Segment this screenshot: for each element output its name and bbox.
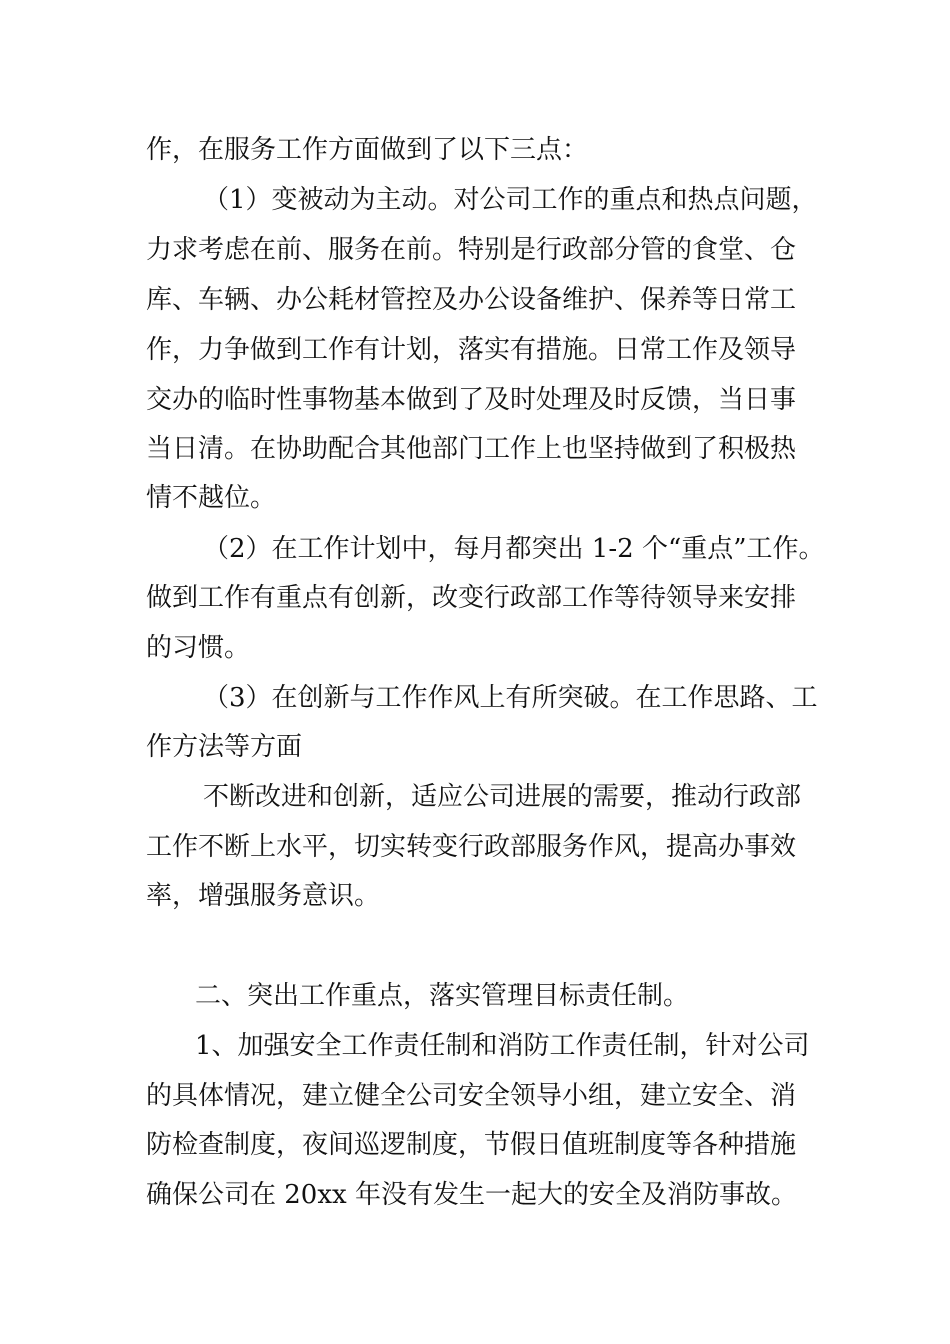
text-line: 不断改进和创新，适应公司进展的需要，推动行政部 (203, 782, 802, 812)
text-line: 1、加强安全工作责任制和消防工作责任制，针对公司 (195, 1031, 810, 1061)
text-line: 情不越位。 (146, 483, 277, 513)
text-line: 交办的临时性事物基本做到了及时处理及时反馈，当日事 (146, 385, 797, 415)
text-line: 作，力争做到工作有计划，落实有措施。日常工作及领导 (146, 335, 797, 365)
text-line: 作方法等方面 (146, 732, 303, 762)
text-line: 当日清。在协助配合其他部门工作上也坚持做到了积极热 (146, 434, 797, 464)
section-heading: 二、突出工作重点，落实管理目标责任制。 (195, 981, 690, 1011)
text-line: （1）变被动为主动。对公司工作的重点和热点问题， (203, 185, 818, 215)
text-line: 力求考虑在前、服务在前。特别是行政部分管的食堂、仓 (146, 235, 797, 265)
text-line: （2）在工作计划中，每月都突出 1-2 个“重点”工作。 (203, 534, 825, 564)
text-line: （3）在创新与工作作风上有所突破。在工作思路、工 (203, 683, 818, 713)
text-line: 库、车辆、办公耗材管控及办公设备维护、保养等日常工 (146, 285, 797, 315)
text-line: 的习惯。 (146, 633, 251, 663)
text-line: 确保公司在 20xx 年没有发生一起大的安全及消防事故。 (146, 1180, 797, 1210)
text-line: 做到工作有重点有创新，改变行政部工作等待领导来安排 (146, 583, 797, 613)
text-line: 的具体情况，建立健全公司安全领导小组，建立安全、消 (146, 1081, 797, 1111)
text-line: 防检查制度，夜间巡逻制度，节假日值班制度等各种措施 (146, 1130, 797, 1160)
text-line: 作，在服务工作方面做到了以下三点： (146, 135, 589, 165)
text-line: 率，增强服务意识。 (146, 881, 381, 911)
text-line: 工作不断上水平，切实转变行政部服务作风，提高办事效 (146, 832, 797, 862)
